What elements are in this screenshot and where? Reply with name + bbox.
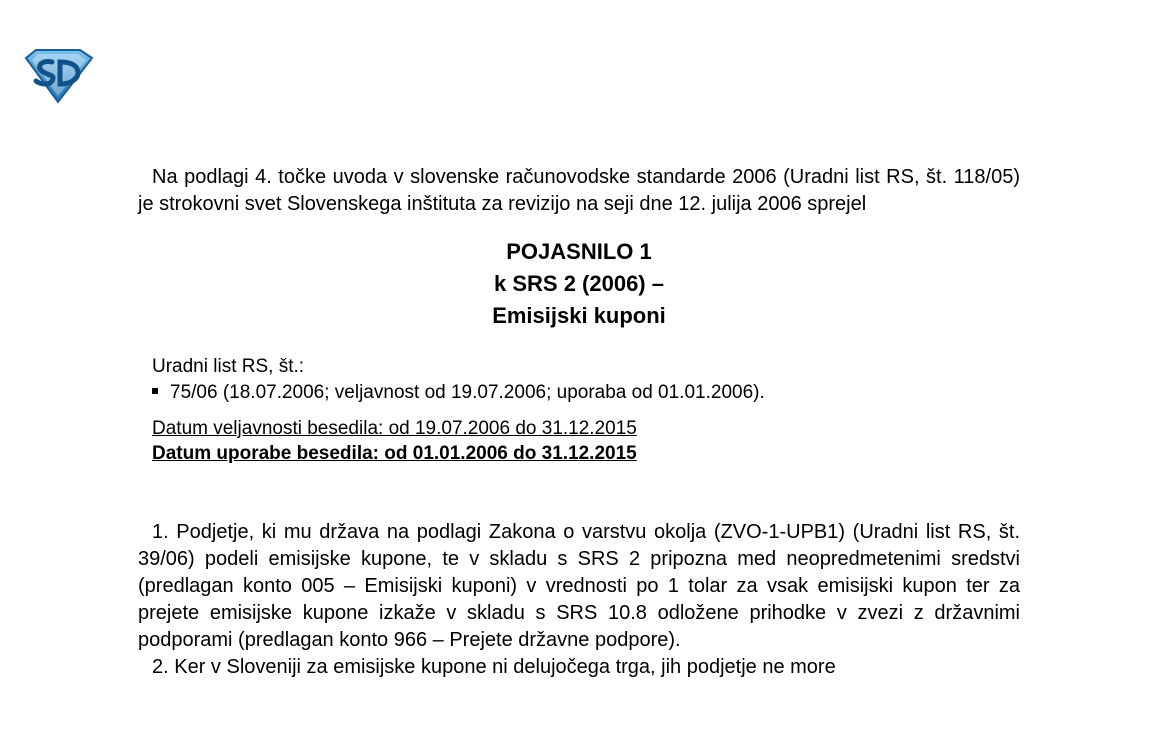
sd-shield-logo-icon [22, 48, 94, 104]
application-date: Datum uporabe besedila: od 01.01.2006 do 31.12.2015 [152, 443, 637, 464]
gazette-label: Uradni list RS, št.: [152, 356, 305, 377]
intro-paragraph: Na podlagi 4. točke uvoda v slovenske računovodske standarde 2006 (Uradni list RS, št. 118/05) je strokovni svet Slovenskega inštituta za revizijo na seji dne 12. julija 2006 sprejel [138, 166, 1020, 215]
validity-date: Datum veljavnosti besedila: od 19.07.2006 do 31.12.2015 [152, 418, 637, 439]
gazette-reference [138, 354, 1020, 406]
gazette-entry-text: 75/06 (18.07.2006; veljavnost od 19.07.2006; uporaba od 01.01.2006). [170, 382, 765, 403]
gazette-entry [152, 380, 1020, 406]
paragraph-1: 1. Podjetje, ki mu država na podlagi Zakona o varstvu okolja (ZVO-1-UPB1) (Uradni list RS, št. 39/06) podeli emisijske kupone, te v skladu s SRS 2 pripozna med neopredmetenimi sredstvi (predlagan konto 005 – Emisijski kuponi) v vrednosti po 1 tolar za vsak emisijski kupon ter za prejete emisijske kupone izkaže v skladu s SRS 10.8 odložene prihodke v zvezi z državnimi podporami (predlagan konto 966 – Prejete državne podpore). [138, 521, 1020, 651]
document-title [138, 236, 1020, 332]
text-dates [138, 416, 1020, 466]
body-paragraphs [138, 519, 1020, 681]
title-line-2: k SRS 2 (2006) – [494, 271, 664, 296]
document-page [138, 164, 1020, 681]
title-line-3: Emisijski kuponi [492, 303, 666, 328]
title-line-1: POJASNILO 1 [506, 239, 652, 264]
paragraph-2: 2. Ker v Sloveniji za emisijske kupone ni delujočega trga, jih podjetje ne more [152, 656, 836, 678]
bullet-icon [152, 388, 158, 394]
